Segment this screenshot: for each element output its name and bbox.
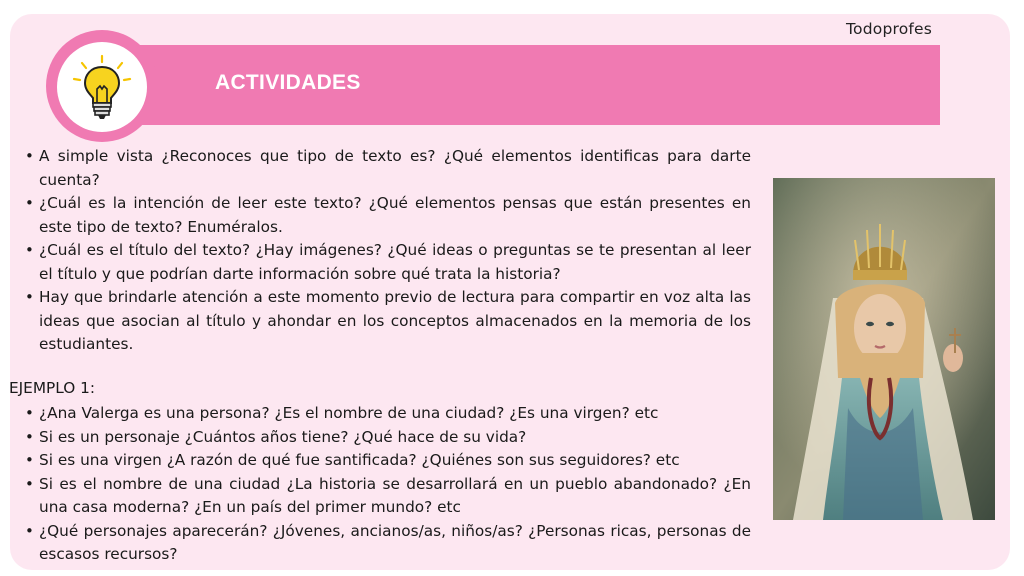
page-title: ACTIVIDADES	[215, 71, 361, 94]
list-item: • Si es una virgen ¿A razón de qué fue santificada? ¿Quiénes son sus seguidores? etc	[22, 449, 751, 473]
brand-label: Todoprofes	[846, 20, 933, 38]
lightbulb-icon	[68, 53, 136, 121]
virgin-portrait-image	[773, 178, 995, 520]
list-item: • ¿Qué personajes aparecerán? ¿Jóvenes, ancianos/as, niños/as? ¿Personas ricas, personas de escasos recursos?	[22, 520, 751, 567]
list-item: • Si es un personaje ¿Cuántos años tiene? ¿Qué hace de su vida?	[22, 426, 751, 450]
list-item: • ¿Cuál es la intención de leer este texto? ¿Qué elementos pensas que están presentes en este tipo de texto? Enuméralos.	[22, 192, 751, 239]
list-item: • A simple vista ¿Reconoces que tipo de texto es? ¿Qué elementos identificas para darte cuenta?	[22, 145, 751, 192]
list-item: • Hay que brindarle atención a este momento previo de lectura para compartir en voz alta las ideas que asocian al título y ahondar en los conceptos almacenados en la memoria de los estudiantes.	[22, 286, 751, 357]
list-item: • ¿Ana Valerga es una persona? ¿Es el nombre de una ciudad? ¿Es una virgen? etc	[22, 402, 751, 426]
example-heading: EJEMPLO 1:	[9, 379, 96, 397]
question-list	[22, 145, 751, 357]
list-item: • Si es el nombre de una ciudad ¿La historia se desarrollará en un pueblo abandonado? ¿En una casa moderna? ¿En un país del primer mundo? etc	[22, 473, 751, 520]
example-list	[22, 402, 751, 567]
list-item: • ¿Cuál es el título del texto? ¿Hay imágenes? ¿Qué ideas o preguntas se te presentan al leer el título y que podrían darte información sobre qué trata la historia?	[22, 239, 751, 286]
